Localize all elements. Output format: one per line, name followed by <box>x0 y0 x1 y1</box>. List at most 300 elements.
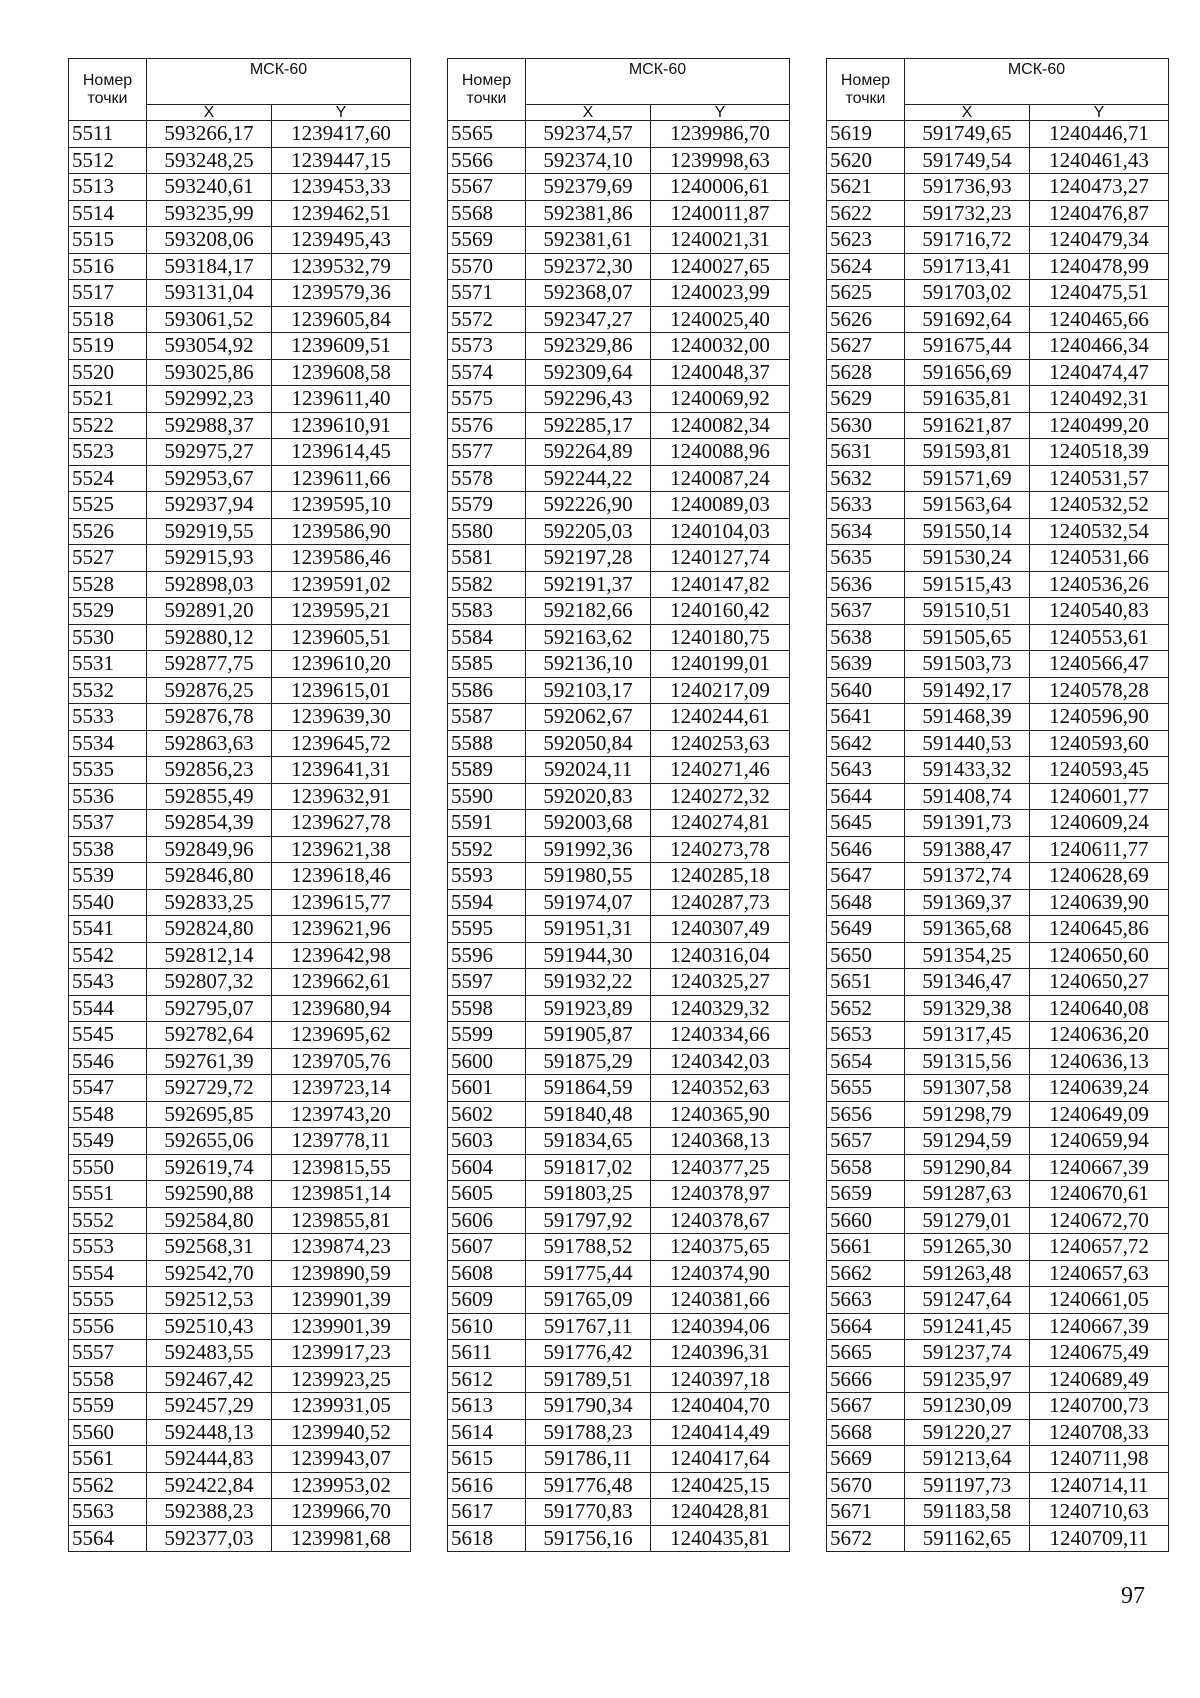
y-coordinate: 1240011,87 <box>651 200 790 227</box>
y-coordinate: 1239611,40 <box>272 386 411 413</box>
point-number: 5526 <box>69 518 147 545</box>
y-coordinate: 1240566,47 <box>1030 651 1169 678</box>
table-row <box>448 465 790 492</box>
y-coordinate: 1240710,63 <box>1030 1499 1169 1526</box>
table-row <box>448 1234 790 1261</box>
x-coordinate: 592812,14 <box>147 942 272 969</box>
y-coordinate: 1239614,45 <box>272 439 411 466</box>
table-row <box>69 624 411 651</box>
x-coordinate: 592422,84 <box>147 1472 272 1499</box>
point-number: 5559 <box>69 1393 147 1420</box>
point-number: 5532 <box>69 677 147 704</box>
point-number: 5645 <box>827 810 905 837</box>
table-row <box>827 598 1169 625</box>
x-coordinate: 591951,31 <box>526 916 651 943</box>
point-number: 5626 <box>827 306 905 333</box>
point-number: 5617 <box>448 1499 526 1526</box>
table-row <box>827 889 1169 916</box>
y-coordinate: 1240285,18 <box>651 863 790 890</box>
point-number: 5584 <box>448 624 526 651</box>
y-coordinate: 1240611,77 <box>1030 836 1169 863</box>
point-number: 5511 <box>69 121 147 148</box>
y-coordinate: 1240670,61 <box>1030 1181 1169 1208</box>
table-row <box>448 1260 790 1287</box>
y-coordinate: 1239609,51 <box>272 333 411 360</box>
x-coordinate: 591775,44 <box>526 1260 651 1287</box>
coordinate-system-header: МСК-60 <box>526 59 790 105</box>
point-number: 5512 <box>69 147 147 174</box>
point-number: 5607 <box>448 1234 526 1261</box>
x-coordinate: 591530,24 <box>905 545 1030 572</box>
x-coordinate: 591716,72 <box>905 227 1030 254</box>
point-number: 5657 <box>827 1128 905 1155</box>
x-coordinate: 591298,79 <box>905 1101 1030 1128</box>
table-row <box>827 1446 1169 1473</box>
point-number: 5634 <box>827 518 905 545</box>
point-number: 5664 <box>827 1313 905 1340</box>
point-number: 5552 <box>69 1207 147 1234</box>
y-coordinate: 1240160,42 <box>651 598 790 625</box>
table-row <box>827 1499 1169 1526</box>
y-coordinate: 1240021,31 <box>651 227 790 254</box>
y-coordinate: 1240596,90 <box>1030 704 1169 731</box>
table-row <box>69 598 411 625</box>
x-coordinate: 592377,03 <box>147 1525 272 1552</box>
y-coordinate: 1240700,73 <box>1030 1393 1169 1420</box>
y-coordinate: 1240082,34 <box>651 412 790 439</box>
x-coordinate: 591864,59 <box>526 1075 651 1102</box>
y-coordinate: 1240272,32 <box>651 783 790 810</box>
table-row <box>69 439 411 466</box>
point-number: 5554 <box>69 1260 147 1287</box>
y-coordinate: 1240578,28 <box>1030 677 1169 704</box>
point-number: 5649 <box>827 916 905 943</box>
x-coordinate: 592590,88 <box>147 1181 272 1208</box>
point-number: 5543 <box>69 969 147 996</box>
table-row <box>827 942 1169 969</box>
point-number: 5639 <box>827 651 905 678</box>
y-coordinate: 1240636,20 <box>1030 1022 1169 1049</box>
table-row <box>69 1525 411 1552</box>
x-coordinate: 592379,69 <box>526 174 651 201</box>
x-coordinate: 592136,10 <box>526 651 651 678</box>
x-coordinate: 591905,87 <box>526 1022 651 1049</box>
table-row <box>69 1048 411 1075</box>
point-number: 5585 <box>448 651 526 678</box>
x-coordinate: 592050,84 <box>526 730 651 757</box>
table-row <box>448 227 790 254</box>
x-coordinate: 592372,30 <box>526 253 651 280</box>
y-coordinate: 1240147,82 <box>651 571 790 598</box>
y-coordinate: 1240492,31 <box>1030 386 1169 413</box>
table-row <box>69 253 411 280</box>
point-number: 5648 <box>827 889 905 916</box>
y-coordinate: 1240636,13 <box>1030 1048 1169 1075</box>
y-coordinate: 1240657,72 <box>1030 1234 1169 1261</box>
x-coordinate: 592191,37 <box>526 571 651 598</box>
point-number: 5670 <box>827 1472 905 1499</box>
x-coordinate: 591713,41 <box>905 253 1030 280</box>
table-row <box>69 1154 411 1181</box>
x-coordinate: 591369,37 <box>905 889 1030 916</box>
table-row <box>69 1207 411 1234</box>
x-coordinate: 593061,52 <box>147 306 272 333</box>
table-row <box>448 889 790 916</box>
x-coordinate: 592695,85 <box>147 1101 272 1128</box>
x-coordinate: 591197,73 <box>905 1472 1030 1499</box>
header-row <box>448 59 790 105</box>
x-coordinate: 592880,12 <box>147 624 272 651</box>
point-number: 5669 <box>827 1446 905 1473</box>
table-row <box>69 571 411 598</box>
point-number: 5613 <box>448 1393 526 1420</box>
table-row <box>69 995 411 1022</box>
y-coordinate: 1239586,46 <box>272 545 411 572</box>
table-row <box>827 359 1169 386</box>
table-row <box>69 1446 411 1473</box>
x-coordinate: 591162,65 <box>905 1525 1030 1552</box>
y-coordinate: 1240274,81 <box>651 810 790 837</box>
x-coordinate: 592584,80 <box>147 1207 272 1234</box>
point-number: 5658 <box>827 1154 905 1181</box>
y-coordinate: 1240473,27 <box>1030 174 1169 201</box>
y-coordinate: 1240325,27 <box>651 969 790 996</box>
y-coordinate: 1240474,47 <box>1030 359 1169 386</box>
point-number: 5603 <box>448 1128 526 1155</box>
table-row <box>448 1472 790 1499</box>
y-coordinate: 1240217,09 <box>651 677 790 704</box>
x-coordinate: 592782,64 <box>147 1022 272 1049</box>
y-coordinate: 1239645,72 <box>272 730 411 757</box>
point-number-header: Номер точки <box>69 59 147 121</box>
x-coordinate: 592381,61 <box>526 227 651 254</box>
table-row <box>827 1366 1169 1393</box>
x-coordinate: 591635,81 <box>905 386 1030 413</box>
table-row <box>448 598 790 625</box>
x-coordinate: 591593,81 <box>905 439 1030 466</box>
table-row <box>827 1075 1169 1102</box>
table-row <box>827 465 1169 492</box>
x-coordinate: 593131,04 <box>147 280 272 307</box>
table-row <box>448 942 790 969</box>
table-row <box>448 1075 790 1102</box>
point-number: 5551 <box>69 1181 147 1208</box>
point-number: 5582 <box>448 571 526 598</box>
table-row <box>448 757 790 784</box>
y-coordinate: 1239605,51 <box>272 624 411 651</box>
x-coordinate: 591732,23 <box>905 200 1030 227</box>
table-row <box>69 1419 411 1446</box>
y-coordinate: 1240672,70 <box>1030 1207 1169 1234</box>
table-row <box>448 624 790 651</box>
table-row <box>69 730 411 757</box>
point-number: 5597 <box>448 969 526 996</box>
x-coordinate: 591788,52 <box>526 1234 651 1261</box>
point-number: 5627 <box>827 333 905 360</box>
table-row <box>448 518 790 545</box>
x-coordinate: 591923,89 <box>526 995 651 1022</box>
y-coordinate: 1239986,70 <box>651 121 790 148</box>
y-coordinate: 1240334,66 <box>651 1022 790 1049</box>
table-row <box>448 174 790 201</box>
table-row <box>69 492 411 519</box>
x-coordinate: 591621,87 <box>905 412 1030 439</box>
point-number: 5604 <box>448 1154 526 1181</box>
x-coordinate: 592975,27 <box>147 439 272 466</box>
y-coordinate: 1240659,94 <box>1030 1128 1169 1155</box>
point-number: 5517 <box>69 280 147 307</box>
point-number: 5576 <box>448 412 526 439</box>
x-header: X <box>526 105 651 121</box>
point-number: 5655 <box>827 1075 905 1102</box>
table-row <box>827 1287 1169 1314</box>
table-row <box>448 863 790 890</box>
table-row <box>69 757 411 784</box>
y-header: Y <box>272 105 411 121</box>
point-number: 5575 <box>448 386 526 413</box>
point-number: 5660 <box>827 1207 905 1234</box>
table-row <box>448 1366 790 1393</box>
point-number-header: Номер точки <box>448 59 526 121</box>
x-coordinate: 592374,10 <box>526 147 651 174</box>
x-coordinate: 591765,09 <box>526 1287 651 1314</box>
y-coordinate: 1239943,07 <box>272 1446 411 1473</box>
y-coordinate: 1240650,27 <box>1030 969 1169 996</box>
point-number: 5651 <box>827 969 905 996</box>
coordinates-table-1 <box>68 58 411 1552</box>
y-coordinate: 1239447,15 <box>272 147 411 174</box>
y-coordinate: 1240711,98 <box>1030 1446 1169 1473</box>
y-coordinate: 1240714,11 <box>1030 1472 1169 1499</box>
point-number: 5572 <box>448 306 526 333</box>
y-coordinate: 1239695,62 <box>272 1022 411 1049</box>
x-coordinate: 592854,39 <box>147 810 272 837</box>
y-coordinate: 1240466,34 <box>1030 333 1169 360</box>
y-coordinate: 1239851,14 <box>272 1181 411 1208</box>
x-coordinate: 592374,57 <box>526 121 651 148</box>
table-row <box>448 1207 790 1234</box>
y-coordinate: 1240329,32 <box>651 995 790 1022</box>
point-number: 5515 <box>69 227 147 254</box>
point-number: 5569 <box>448 227 526 254</box>
y-coordinate: 1240273,78 <box>651 836 790 863</box>
table-row <box>448 1048 790 1075</box>
y-coordinate: 1240087,24 <box>651 465 790 492</box>
point-number: 5571 <box>448 280 526 307</box>
x-coordinate: 592937,94 <box>147 492 272 519</box>
y-coordinate: 1239595,10 <box>272 492 411 519</box>
table-row <box>69 677 411 704</box>
table-row <box>69 810 411 837</box>
x-coordinate: 592891,20 <box>147 598 272 625</box>
y-coordinate: 1239453,33 <box>272 174 411 201</box>
x-coordinate: 592103,17 <box>526 677 651 704</box>
point-number: 5625 <box>827 280 905 307</box>
table-row <box>69 174 411 201</box>
x-coordinate: 591307,58 <box>905 1075 1030 1102</box>
table-row <box>827 227 1169 254</box>
x-coordinate: 591294,59 <box>905 1128 1030 1155</box>
point-number: 5547 <box>69 1075 147 1102</box>
x-coordinate: 591675,44 <box>905 333 1030 360</box>
x-coordinate: 591388,47 <box>905 836 1030 863</box>
x-coordinate: 592205,03 <box>526 518 651 545</box>
point-number: 5654 <box>827 1048 905 1075</box>
point-number: 5595 <box>448 916 526 943</box>
x-coordinate: 591346,47 <box>905 969 1030 996</box>
table-row <box>69 1472 411 1499</box>
y-coordinate: 1240394,06 <box>651 1313 790 1340</box>
table-row <box>448 916 790 943</box>
point-number: 5565 <box>448 121 526 148</box>
table-row <box>827 677 1169 704</box>
y-coordinate: 1240708,33 <box>1030 1419 1169 1446</box>
coordinates-table-3 <box>826 58 1169 1552</box>
table-row <box>448 571 790 598</box>
table-row <box>69 942 411 969</box>
x-coordinate: 592226,90 <box>526 492 651 519</box>
y-coordinate: 1239417,60 <box>272 121 411 148</box>
y-coordinate: 1239931,05 <box>272 1393 411 1420</box>
point-number-header: Номер точки <box>827 59 905 121</box>
point-number: 5590 <box>448 783 526 810</box>
y-coordinate: 1240027,65 <box>651 253 790 280</box>
point-number: 5578 <box>448 465 526 492</box>
point-number: 5519 <box>69 333 147 360</box>
point-number: 5640 <box>827 677 905 704</box>
y-coordinate: 1239591,02 <box>272 571 411 598</box>
point-number: 5637 <box>827 598 905 625</box>
table-row <box>827 704 1169 731</box>
y-coordinate: 1240601,77 <box>1030 783 1169 810</box>
x-coordinate: 592619,74 <box>147 1154 272 1181</box>
point-number: 5653 <box>827 1022 905 1049</box>
y-coordinate: 1240425,15 <box>651 1472 790 1499</box>
table-row <box>827 651 1169 678</box>
x-coordinate: 591440,53 <box>905 730 1030 757</box>
y-coordinate: 1240365,90 <box>651 1101 790 1128</box>
y-coordinate: 1240609,24 <box>1030 810 1169 837</box>
point-number: 5671 <box>827 1499 905 1526</box>
x-coordinate: 591391,73 <box>905 810 1030 837</box>
x-coordinate: 591287,63 <box>905 1181 1030 1208</box>
point-number: 5527 <box>69 545 147 572</box>
y-coordinate: 1240180,75 <box>651 624 790 651</box>
point-number: 5605 <box>448 1181 526 1208</box>
x-coordinate: 592855,49 <box>147 783 272 810</box>
point-number: 5539 <box>69 863 147 890</box>
table-row <box>448 651 790 678</box>
table-row <box>827 1128 1169 1155</box>
coordinate-system-header: МСК-60 <box>905 59 1169 105</box>
table-row <box>827 1340 1169 1367</box>
x-coordinate: 591803,25 <box>526 1181 651 1208</box>
point-number: 5513 <box>69 174 147 201</box>
table-row <box>69 333 411 360</box>
y-coordinate: 1239855,81 <box>272 1207 411 1234</box>
table-row <box>827 121 1169 148</box>
table-row <box>448 1022 790 1049</box>
y-coordinate: 1239615,01 <box>272 677 411 704</box>
table-row <box>827 1313 1169 1340</box>
point-number: 5623 <box>827 227 905 254</box>
y-coordinate: 1240661,05 <box>1030 1287 1169 1314</box>
table-row <box>448 1101 790 1128</box>
x-coordinate: 591817,02 <box>526 1154 651 1181</box>
x-coordinate: 591263,48 <box>905 1260 1030 1287</box>
table-row <box>448 147 790 174</box>
y-coordinate: 1239923,25 <box>272 1366 411 1393</box>
point-number: 5514 <box>69 200 147 227</box>
y-coordinate: 1240478,99 <box>1030 253 1169 280</box>
x-coordinate: 591365,68 <box>905 916 1030 943</box>
point-number: 5621 <box>827 174 905 201</box>
table-row <box>448 969 790 996</box>
point-number: 5615 <box>448 1446 526 1473</box>
x-coordinate: 592849,96 <box>147 836 272 863</box>
y-coordinate: 1240435,81 <box>651 1525 790 1552</box>
x-header: X <box>147 105 272 121</box>
table-row <box>827 624 1169 651</box>
x-coordinate: 591468,39 <box>905 704 1030 731</box>
x-coordinate: 592020,83 <box>526 783 651 810</box>
x-coordinate: 591230,09 <box>905 1393 1030 1420</box>
x-coordinate: 593235,99 <box>147 200 272 227</box>
x-coordinate: 593266,17 <box>147 121 272 148</box>
x-coordinate: 591776,48 <box>526 1472 651 1499</box>
y-coordinate: 1240650,60 <box>1030 942 1169 969</box>
y-coordinate: 1239621,96 <box>272 916 411 943</box>
y-coordinate: 1239618,46 <box>272 863 411 890</box>
y-coordinate: 1239579,36 <box>272 280 411 307</box>
y-coordinate: 1239610,20 <box>272 651 411 678</box>
point-number: 5650 <box>827 942 905 969</box>
x-coordinate: 591692,64 <box>905 306 1030 333</box>
table-row <box>69 1340 411 1367</box>
table-row <box>69 1499 411 1526</box>
table-row <box>69 121 411 148</box>
table-row <box>448 333 790 360</box>
point-number: 5579 <box>448 492 526 519</box>
x-coordinate: 592833,25 <box>147 889 272 916</box>
point-number: 5646 <box>827 836 905 863</box>
table-row <box>827 386 1169 413</box>
y-coordinate: 1239662,61 <box>272 969 411 996</box>
table-row <box>448 1287 790 1314</box>
y-coordinate: 1240531,57 <box>1030 465 1169 492</box>
table-row <box>827 412 1169 439</box>
y-coordinate: 1239815,55 <box>272 1154 411 1181</box>
table-row <box>827 969 1169 996</box>
y-coordinate: 1240428,81 <box>651 1499 790 1526</box>
table-row <box>448 200 790 227</box>
x-coordinate: 591237,74 <box>905 1340 1030 1367</box>
x-coordinate: 591703,02 <box>905 280 1030 307</box>
table-row <box>448 1340 790 1367</box>
y-coordinate: 1239608,58 <box>272 359 411 386</box>
y-coordinate: 1240127,74 <box>651 545 790 572</box>
y-coordinate: 1240381,66 <box>651 1287 790 1314</box>
table-row <box>827 306 1169 333</box>
y-coordinate: 1240531,66 <box>1030 545 1169 572</box>
x-coordinate: 592877,75 <box>147 651 272 678</box>
x-coordinate: 592483,55 <box>147 1340 272 1367</box>
x-coordinate: 591492,17 <box>905 677 1030 704</box>
table-row <box>448 280 790 307</box>
point-number: 5629 <box>827 386 905 413</box>
table-row <box>69 1022 411 1049</box>
table-row <box>69 359 411 386</box>
